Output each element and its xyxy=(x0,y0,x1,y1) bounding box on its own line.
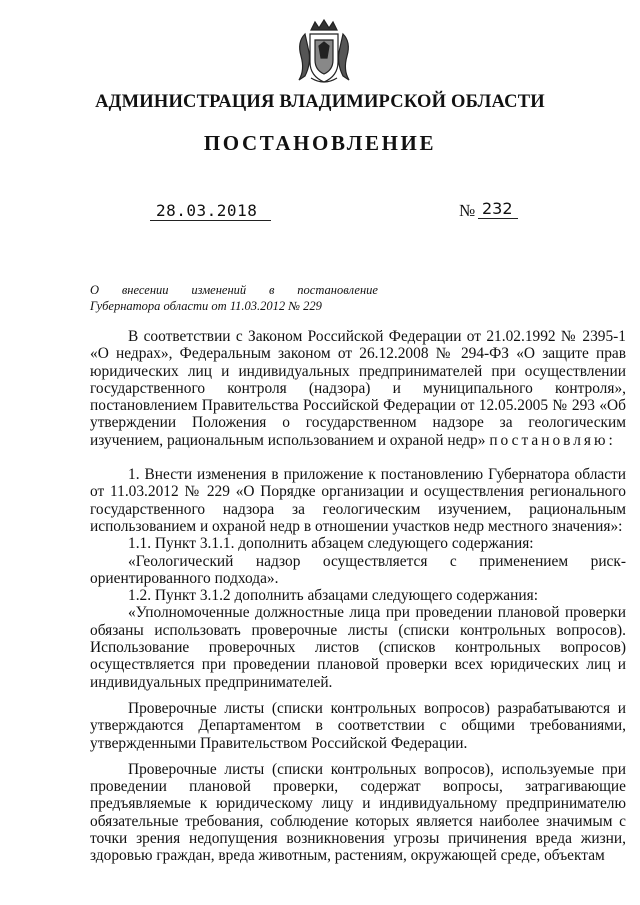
document-type: ПОСТАНОВЛЕНИЕ xyxy=(203,131,437,155)
subject-word: внесении xyxy=(121,283,169,297)
organization-title: АДМИНИСТРАЦИЯ ВЛАДИМИРСКОЙ ОБЛАСТИ xyxy=(95,92,545,112)
document-subject xyxy=(90,282,378,314)
subject-word: в xyxy=(269,283,275,297)
preamble-paragraph xyxy=(90,328,626,449)
preamble-text: В соответствии с Законом Российской Федерации от 21.02.1992 № 2395-1 «О недрах», Федеральным законом от 26.12.2008 № 294-ФЗ «О защите прав юридических лиц и индивидуальных предпринимателей при осуществлении государственного контроля (надзора) и муниципального контроля», постановлением Правительства Российской Федерации от 12.05.2005 № 293 «Об утверждении Положения о государственном надзоре за геологическим изучением, рациональным использованием и охраной недр» xyxy=(90,328,626,449)
resolve-word: постановляю: xyxy=(489,431,616,449)
item-1-2-paragraph-1: «Уполномоченные должностные лица при проведении плановой проверки обязаны использовать проверочные листы (списки контрольных вопросов). Использование проверочных листов (списков контрольных вопросов) осуществляется при проведении плановой проверки всех юридических лиц и индивидуальных предпринимателей. xyxy=(90,604,626,691)
subject-line-2: Губернатора области от 11.03.2012 № 229 xyxy=(90,299,322,313)
item-1-2-paragraph-2: Проверочные листы (списки контрольных вопросов) разрабатываются и утверждаются Департаментом в соответствии с общими требованиями, утвержденными Правительством Российской Федерации. xyxy=(90,699,626,752)
item-1-1-text: «Геологический надзор осуществляется с применением риск-ориентированного подхода». xyxy=(90,552,626,587)
subject-word: изменений xyxy=(191,283,247,297)
document-date: 28.03.2018 xyxy=(150,201,271,221)
item-1-1: 1.1. Пункт 3.1.1. дополнить абзацем следующего содержания: xyxy=(128,535,534,553)
item-1-2: 1.2. Пункт 3.1.2 дополнить абзацами следующего содержания: xyxy=(128,587,538,605)
subject-word: постановление xyxy=(297,283,378,297)
document-body xyxy=(90,328,626,865)
item-1: 1. Внести изменения в приложение к постановлению Губернатора области от 11.03.2012 № 229 «О Порядке организации и осуществления регионального государственного надзора за геологическим изучением, рациональным использованием и охраной недр в отношении участков недр местного значения»: xyxy=(90,466,626,535)
document-number: 232 xyxy=(478,199,518,219)
item-1-2-paragraph-3: Проверочные листы (списки контрольных вопросов), используемые при проведении плановой проверки, содержат вопросы, затрагивающие предъявляемые к юридическому лицу и индивидуальному предпринимателю обязательные требования, соблюдение которых является наиболее значимым с точки зрения недопущения возникновения угрозы причинения вреда жизни, здоровью граждан, вреда животным, растениям, окружающей среде, объектам xyxy=(90,760,626,865)
coat-of-arms-icon xyxy=(293,18,355,88)
number-label: № xyxy=(459,201,476,220)
subject-word: О xyxy=(90,283,100,297)
